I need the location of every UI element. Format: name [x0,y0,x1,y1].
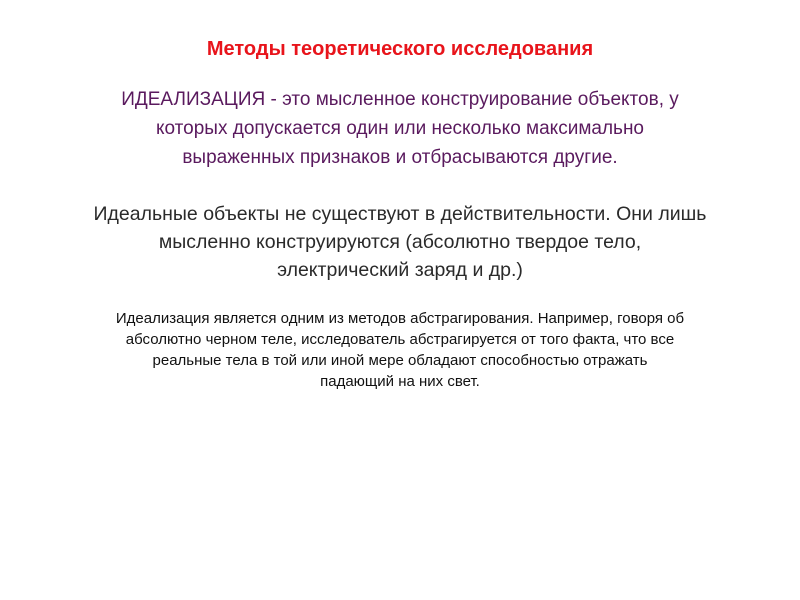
abstraction-example-paragraph [55,308,745,392]
paragraph-line: реальные тела в той или иной мере обладают способностью отражать [152,352,648,369]
paragraph-line: мысленно конструируются (абсолютно твердое тело, [158,231,642,253]
idealization-definition-paragraph [60,85,740,172]
slide-title: Методы теоретического исследования [206,38,594,60]
paragraph-line: абсолютно черном теле, исследователь абстрагируется от того факта, что все [125,331,675,348]
paragraph-line: Идеальные объекты не существуют в действительности. Они лишь [93,203,707,225]
paragraph-line: выраженных признаков и отбрасываются другие. [182,147,618,168]
paragraph-line: падающий на них свет. [320,373,480,390]
paragraph-line: электрический заряд и др.) [277,259,523,281]
paragraph-line: которых допускается один или несколько максимально [156,118,644,139]
paragraph-line: ИДЕАЛИЗАЦИЯ - это мысленное конструирование объектов, у [121,89,679,110]
ideal-objects-paragraph [40,200,760,284]
paragraph-line: Идеализация является одним из методов абстрагирования. Например, говоря об [115,310,685,327]
